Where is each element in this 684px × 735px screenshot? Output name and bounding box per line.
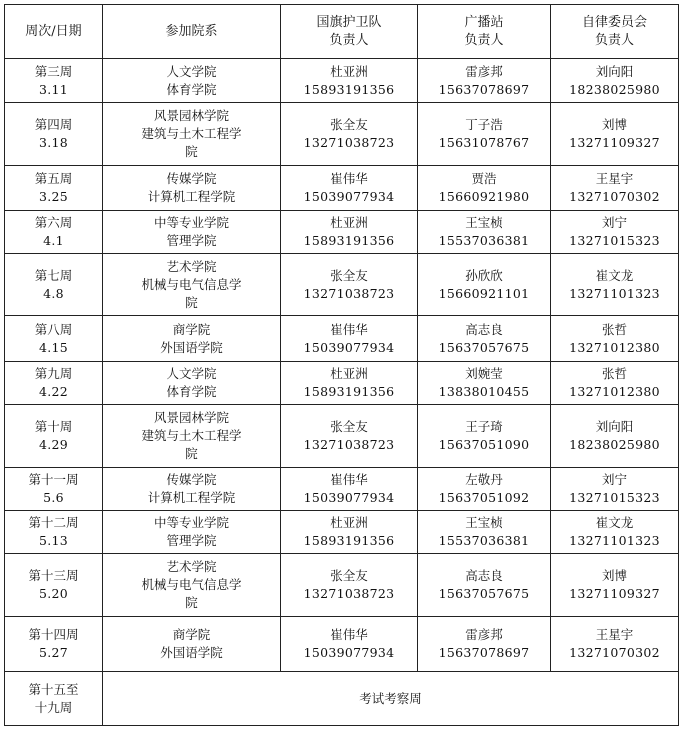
week-label: 第九周	[34, 366, 73, 381]
discipline-cell	[551, 511, 679, 554]
week-label: 第八周	[34, 321, 73, 337]
radio-name: 丁子浩	[465, 117, 503, 132]
radio-cell	[418, 211, 551, 254]
college-name: 中等专业学院	[153, 515, 229, 530]
discipline-cell	[551, 405, 679, 468]
radio-cell	[418, 316, 551, 362]
college-cell	[103, 211, 281, 254]
college-cell	[103, 468, 281, 511]
week-date: 3.25	[38, 189, 69, 204]
discipline-name: 张哲	[601, 366, 627, 381]
radio-name: 王宝桢	[465, 515, 503, 530]
table-row	[5, 254, 679, 316]
college-cell	[103, 362, 281, 405]
flag-team-phone: 15893191356	[303, 384, 395, 399]
discipline-cell	[551, 59, 679, 103]
college-name: 体育学院	[166, 81, 217, 97]
header-radio-line2: 负责人	[464, 32, 504, 48]
flag-team-cell	[281, 254, 418, 316]
header-flag-team	[281, 5, 418, 59]
discipline-phone: 13271101323	[569, 285, 660, 301]
radio-phone: 15537036381	[438, 533, 530, 548]
radio-name: 贾浩	[471, 171, 497, 186]
table-row	[5, 166, 679, 211]
discipline-cell	[551, 617, 679, 672]
table-row	[5, 59, 679, 103]
week-date: 4.22	[38, 384, 69, 399]
college-name: 传媒学院	[166, 472, 217, 487]
header-discipline-line1: 自律委员会	[581, 14, 647, 30]
flag-team-name: 崔伟华	[330, 472, 368, 487]
week-cell	[5, 211, 103, 254]
flag-team-phone: 13271038723	[303, 135, 395, 150]
college-name: 管理学院	[166, 233, 217, 248]
flag-team-cell	[281, 468, 418, 511]
college-cell	[103, 554, 281, 617]
week-date: 5.13	[38, 533, 69, 548]
discipline-name: 刘宁	[601, 472, 627, 487]
table-row	[5, 103, 679, 166]
flag-team-name: 张全友	[330, 419, 368, 434]
radio-cell	[418, 554, 551, 617]
discipline-phone: 13271012380	[569, 339, 660, 355]
radio-cell	[418, 617, 551, 672]
table-row	[5, 468, 679, 511]
college-name: 建筑与土木工程学	[141, 428, 242, 443]
discipline-name: 王星宇	[595, 627, 634, 642]
week-date: 4.29	[38, 437, 69, 452]
radio-name: 王宝桢	[465, 215, 503, 230]
discipline-name: 刘向阳	[595, 63, 634, 79]
flag-team-cell	[281, 554, 418, 617]
flag-team-phone: 15039077934	[303, 645, 395, 660]
college-cell	[103, 254, 281, 316]
flag-team-name: 张全友	[330, 117, 368, 132]
radio-name: 高志良	[465, 321, 503, 337]
flag-team-cell	[281, 166, 418, 211]
discipline-name: 刘宁	[601, 215, 627, 230]
radio-name: 雷彦邦	[465, 627, 503, 642]
discipline-name: 崔文龙	[595, 267, 634, 283]
week-date: 5.27	[38, 645, 69, 660]
college-name: 院	[185, 446, 198, 461]
flag-team-name: 崔伟华	[330, 627, 368, 642]
college-name: 建筑与土木工程学	[141, 126, 242, 141]
flag-team-phone: 15893191356	[303, 533, 395, 548]
week-label: 第七周	[34, 267, 73, 283]
flag-team-phone: 15893191356	[303, 233, 395, 248]
radio-cell	[418, 362, 551, 405]
discipline-name: 崔文龙	[595, 515, 634, 530]
radio-cell	[418, 468, 551, 511]
radio-phone: 15631078767	[438, 135, 530, 150]
header-discipline	[551, 5, 679, 59]
college-name: 院	[185, 144, 198, 159]
header-discipline-line2: 负责人	[594, 32, 634, 48]
discipline-phone: 13271012380	[569, 384, 660, 399]
college-cell	[103, 405, 281, 468]
radio-name: 刘婉莹	[465, 366, 503, 381]
table-row	[5, 211, 679, 254]
week-date: 3.18	[38, 135, 69, 150]
week-label: 第五周	[34, 171, 73, 186]
week-cell	[5, 103, 103, 166]
college-cell	[103, 166, 281, 211]
week-label: 第十三周	[28, 568, 79, 583]
week-cell	[5, 405, 103, 468]
exam-week-note: 考试考察周	[103, 672, 679, 726]
flag-team-name: 杜亚洲	[330, 215, 368, 230]
week-cell	[5, 316, 103, 362]
discipline-phone: 13271109327	[569, 135, 660, 150]
radio-phone: 15637078697	[438, 645, 530, 660]
radio-cell	[418, 405, 551, 468]
college-name: 机械与电气信息学	[141, 577, 242, 592]
college-cell	[103, 316, 281, 362]
discipline-cell	[551, 166, 679, 211]
discipline-name: 刘向阳	[595, 419, 634, 434]
flag-team-phone: 15039077934	[303, 189, 395, 204]
college-name: 中等专业学院	[153, 215, 229, 230]
flag-team-phone: 13271038723	[303, 586, 395, 601]
header-flag-team-line2: 负责人	[329, 32, 369, 48]
college-name: 风景园林学院	[153, 410, 229, 425]
week-label: 第十四周	[28, 627, 79, 642]
header-radio-line1: 广播站	[464, 14, 504, 30]
radio-phone: 13838010455	[438, 384, 530, 399]
college-name: 商学院	[172, 627, 211, 642]
college-name: 人文学院	[166, 63, 217, 79]
week-date: 5.6	[43, 490, 64, 505]
table-row	[5, 316, 679, 362]
radio-phone: 15637057675	[438, 339, 530, 355]
college-name: 外国语学院	[160, 645, 223, 660]
radio-phone: 15637051092	[438, 490, 530, 505]
week-date: 3.11	[38, 81, 69, 97]
table-row	[5, 511, 679, 554]
week-cell	[5, 362, 103, 405]
discipline-name: 刘博	[601, 568, 627, 583]
discipline-phone: 13271109327	[569, 586, 660, 601]
discipline-phone: 13271015323	[569, 233, 660, 248]
college-name: 传媒学院	[166, 171, 217, 186]
college-cell	[103, 617, 281, 672]
radio-phone: 15660921101	[438, 285, 530, 301]
table-row	[5, 617, 679, 672]
flag-team-name: 张全友	[330, 568, 368, 583]
college-name: 体育学院	[166, 384, 217, 399]
flag-team-name: 杜亚洲	[330, 366, 368, 381]
college-cell	[103, 103, 281, 166]
week-date: 4.8	[43, 285, 64, 301]
radio-name: 孙欣欣	[465, 267, 503, 283]
discipline-cell	[551, 554, 679, 617]
discipline-phone: 13271070302	[569, 645, 660, 660]
flag-team-phone: 15039077934	[303, 490, 395, 505]
college-name: 院	[185, 595, 198, 610]
discipline-phone: 13271101323	[569, 533, 660, 548]
discipline-phone: 18238025980	[569, 81, 660, 97]
week-label: 第三周	[34, 63, 73, 79]
radio-phone: 15637078697	[438, 81, 530, 97]
table-row	[5, 405, 679, 468]
header-flag-team-line1: 国旗护卫队	[316, 14, 382, 30]
flag-team-cell	[281, 59, 418, 103]
flag-team-cell	[281, 362, 418, 405]
week-label: 第六周	[34, 215, 73, 230]
discipline-cell	[551, 362, 679, 405]
discipline-cell	[551, 254, 679, 316]
exam-week-row	[5, 672, 679, 726]
week-date: 5.20	[38, 586, 69, 601]
radio-phone: 15637057675	[438, 586, 530, 601]
week-label: 第四周	[34, 117, 73, 132]
radio-phone: 15660921980	[438, 189, 530, 204]
week-cell	[5, 59, 103, 103]
week-cell	[5, 672, 103, 726]
college-name: 艺术学院	[166, 559, 217, 574]
flag-team-phone: 13271038723	[303, 437, 395, 452]
header-college: 参加院系	[103, 5, 281, 59]
radio-name: 雷彦邦	[465, 63, 503, 79]
college-name: 计算机工程学院	[147, 189, 236, 204]
radio-cell	[418, 511, 551, 554]
flag-team-name: 崔伟华	[330, 171, 368, 186]
discipline-cell	[551, 316, 679, 362]
radio-cell	[418, 166, 551, 211]
schedule-table	[4, 4, 679, 726]
discipline-phone: 13271015323	[569, 490, 660, 505]
week-label: 第十周	[34, 419, 73, 434]
discipline-phone: 18238025980	[569, 437, 660, 452]
week-label-line1: 第十五至	[28, 681, 79, 697]
college-cell	[103, 511, 281, 554]
college-name: 管理学院	[166, 533, 217, 548]
schedule-body	[5, 59, 679, 726]
college-name: 风景园林学院	[153, 108, 229, 123]
flag-team-name: 杜亚洲	[330, 515, 368, 530]
header-radio	[418, 5, 551, 59]
week-cell	[5, 254, 103, 316]
week-cell	[5, 511, 103, 554]
flag-team-cell	[281, 103, 418, 166]
flag-team-cell	[281, 617, 418, 672]
radio-phone: 15637051090	[438, 437, 530, 452]
college-name: 机械与电气信息学	[141, 276, 242, 292]
radio-cell	[418, 59, 551, 103]
week-label-line2: 十九周	[34, 699, 73, 715]
header-row	[5, 5, 679, 59]
flag-team-cell	[281, 211, 418, 254]
flag-team-cell	[281, 405, 418, 468]
radio-name: 左敬丹	[465, 472, 503, 487]
discipline-cell	[551, 103, 679, 166]
discipline-name: 王星宇	[595, 171, 634, 186]
discipline-cell	[551, 468, 679, 511]
flag-team-phone: 15039077934	[303, 339, 395, 355]
flag-team-name: 崔伟华	[330, 321, 368, 337]
table-row	[5, 554, 679, 617]
week-cell	[5, 617, 103, 672]
week-date: 4.15	[38, 339, 69, 355]
header-week: 周次/日期	[5, 5, 103, 59]
radio-name: 高志良	[465, 568, 503, 583]
flag-team-phone: 15893191356	[303, 81, 395, 97]
flag-team-cell	[281, 316, 418, 362]
college-cell	[103, 59, 281, 103]
college-name: 计算机工程学院	[147, 490, 236, 505]
radio-cell	[418, 103, 551, 166]
college-name: 商学院	[172, 321, 211, 337]
week-cell	[5, 166, 103, 211]
flag-team-cell	[281, 511, 418, 554]
college-name: 人文学院	[166, 366, 217, 381]
week-cell	[5, 468, 103, 511]
flag-team-name: 杜亚洲	[330, 63, 368, 79]
discipline-name: 刘博	[601, 117, 627, 132]
flag-team-name: 张全友	[330, 267, 368, 283]
table-row	[5, 362, 679, 405]
radio-cell	[418, 254, 551, 316]
flag-team-phone: 13271038723	[303, 285, 395, 301]
week-label: 第十二周	[28, 515, 79, 530]
college-name: 院	[185, 294, 198, 310]
discipline-cell	[551, 211, 679, 254]
radio-phone: 15537036381	[438, 233, 530, 248]
week-cell	[5, 554, 103, 617]
discipline-name: 张哲	[601, 321, 627, 337]
discipline-phone: 13271070302	[569, 189, 660, 204]
radio-name: 王子琦	[465, 419, 503, 434]
week-date: 4.1	[43, 233, 64, 248]
college-name: 外国语学院	[160, 339, 223, 355]
week-label: 第十一周	[28, 472, 79, 487]
college-name: 艺术学院	[166, 258, 217, 274]
